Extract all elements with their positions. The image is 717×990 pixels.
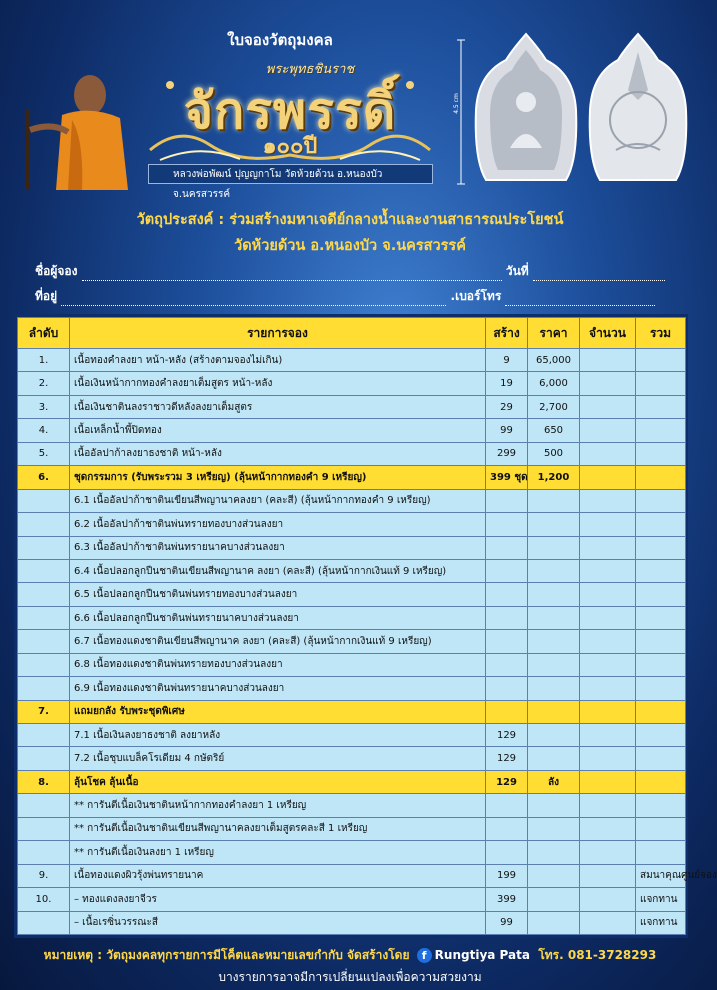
row-amount-input[interactable] (580, 513, 636, 536)
coin-back-image (586, 30, 690, 185)
row-no (18, 911, 70, 935)
row-price: 1,200 (528, 466, 580, 489)
date-field[interactable] (533, 268, 665, 281)
table-row (18, 911, 686, 935)
row-no (18, 747, 70, 770)
row-item: ** การันตีเนื้อเงินลงยา 1 เหรียญ (70, 841, 486, 864)
date-label: วันที่ (505, 264, 529, 278)
row-item: 6.5 เนื้อปลอกลูกปืนชาตินพ่นทรายทองบางส่วนลงยา (70, 583, 486, 606)
row-no: 5. (18, 442, 70, 465)
row-qty (486, 489, 528, 512)
table-row (18, 442, 686, 465)
row-total: สมนาคุณศูนย์จอง (636, 864, 686, 887)
row-amount-input[interactable] (580, 559, 636, 582)
row-amount-input[interactable] (580, 700, 636, 723)
row-qty (486, 606, 528, 629)
row-no: 1. (18, 349, 70, 372)
row-no (18, 489, 70, 512)
row-no (18, 817, 70, 840)
row-total (636, 630, 686, 653)
form-title: ใบจองวัตถุมงคล (227, 31, 333, 49)
row-qty: 99 (486, 419, 528, 442)
row-item: ลุ้นโชค ลุ้นเนื้อ (70, 770, 486, 793)
table-row (18, 536, 686, 559)
row-total (636, 700, 686, 723)
row-no (18, 677, 70, 700)
row-qty (486, 677, 528, 700)
table-row (18, 677, 686, 700)
row-qty: 129 (486, 724, 528, 747)
row-no (18, 559, 70, 582)
row-price: 650 (528, 419, 580, 442)
row-total (636, 653, 686, 676)
row-price (528, 583, 580, 606)
row-amount-input[interactable] (580, 794, 636, 817)
row-qty (486, 559, 528, 582)
table-row (18, 419, 686, 442)
row-total (636, 583, 686, 606)
row-price (528, 677, 580, 700)
row-total (636, 489, 686, 512)
row-amount-input[interactable] (580, 349, 636, 372)
row-price (528, 888, 580, 911)
table-row (18, 770, 686, 793)
row-no: 10. (18, 888, 70, 911)
row-price (528, 606, 580, 629)
name-row (35, 262, 665, 281)
col-header-total: รวม (636, 318, 686, 349)
row-total (636, 513, 686, 536)
row-item: แถมยกลัง รับพระชุดพิเศษ (70, 700, 486, 723)
table-row (18, 630, 686, 653)
row-item: เนื้อเหล็กน้ำพี้ปิดทอง (70, 419, 486, 442)
row-no (18, 724, 70, 747)
row-qty (486, 536, 528, 559)
row-price (528, 536, 580, 559)
row-item: 7.2 เนื้อชุบแบล็คโรเดียม 4 กษัตริย์ (70, 747, 486, 770)
table-row (18, 794, 686, 817)
table-row (18, 513, 686, 536)
row-price: 2,700 (528, 395, 580, 418)
row-price: 6,000 (528, 372, 580, 395)
row-price: 500 (528, 442, 580, 465)
row-qty (486, 653, 528, 676)
row-qty: 399 (486, 888, 528, 911)
row-total (636, 677, 686, 700)
table-row (18, 372, 686, 395)
row-amount-input[interactable] (580, 419, 636, 442)
address-label: ที่อยู่ (35, 289, 58, 303)
col-header-amount: จำนวน (580, 318, 636, 349)
row-amount-input[interactable] (580, 653, 636, 676)
row-item: เนื้อเงินหน้ากากทองคำลงยาเต็มสูตร หน้า-หลัง (70, 372, 486, 395)
row-qty (486, 794, 528, 817)
row-total (636, 536, 686, 559)
row-amount-input[interactable] (580, 630, 636, 653)
footer-disclaimer: บางรายการอาจมีการเปลี่ยนแปลงเพื่อความสวยงาม (218, 970, 482, 984)
row-item: 6.6 เนื้อปลอกลูกปืนชาตินพ่นทรายนาคบางส่วนลงยา (70, 606, 486, 629)
row-amount-input[interactable] (580, 583, 636, 606)
row-qty (486, 700, 528, 723)
table-row (18, 747, 686, 770)
logo-main-text: จักรพรรดิ์ (183, 81, 397, 140)
table-row (18, 817, 686, 840)
row-item: ** การันตีเนื้อเงินชาตินหน้ากากทองคำลงยา 1 เหรียญ (70, 794, 486, 817)
row-total (636, 349, 686, 372)
table-row (18, 606, 686, 629)
row-item: เนื้อทองคำลงยา หน้า-หลัง (สร้างตามจองไม่เกิน) (70, 349, 486, 372)
row-amount-input[interactable] (580, 747, 636, 770)
row-total (636, 442, 686, 465)
row-total (636, 724, 686, 747)
dimension-label: 4.5 cm (452, 93, 460, 114)
col-header-item: รายการจอง (70, 318, 486, 349)
table-row (18, 466, 686, 489)
row-total (636, 559, 686, 582)
table-row (18, 841, 686, 864)
row-qty: 199 (486, 864, 528, 887)
row-price (528, 559, 580, 582)
row-item: 6.7 เนื้อทองแดงชาตินเขียนสีพญานาค ลงยา (คละสี) (ลุ้นหน้ากากเงินแท้ 9 เหรียญ) (70, 630, 486, 653)
logo-subline: หลวงพ่อพัฒน์ ปุญญกาโม วัดห้วยด้วน อ.หนองบัว จ.นครสวรรค์ (148, 164, 433, 184)
row-amount-input[interactable] (580, 888, 636, 911)
footer-note (0, 946, 700, 965)
row-price (528, 794, 580, 817)
row-price (528, 700, 580, 723)
row-price: ลัง (528, 770, 580, 793)
row-qty (486, 513, 528, 536)
row-qty: 129 (486, 747, 528, 770)
row-qty: 29 (486, 395, 528, 418)
row-amount-input[interactable] (580, 536, 636, 559)
row-qty (486, 841, 528, 864)
address-row (35, 287, 655, 306)
name-label: ชื่อผู้จอง (35, 264, 78, 278)
address-field[interactable] (61, 293, 446, 306)
row-price: 65,000 (528, 349, 580, 372)
order-table (14, 314, 717, 938)
row-total (636, 770, 686, 793)
row-qty: 99 (486, 911, 528, 935)
row-qty: 129 (486, 770, 528, 793)
row-item: ** การันตีเนื้อเงินชาตินเขียนสีพญานาคลงยาเต็มสูตรคละสี 1 เหรียญ (70, 817, 486, 840)
row-no: 7. (18, 700, 70, 723)
row-amount-input[interactable] (580, 442, 636, 465)
row-item: 7.1 เนื้อเงินลงยาธงชาติ ลงยาหลัง (70, 724, 486, 747)
row-amount-input[interactable] (580, 395, 636, 418)
footer-phone: โทร. 081-3728293 (538, 948, 657, 962)
row-no (18, 513, 70, 536)
row-price (528, 630, 580, 653)
row-item: – ทองแดงลงยาจีวร (70, 888, 486, 911)
row-qty: 19 (486, 372, 528, 395)
row-no (18, 536, 70, 559)
row-price (528, 513, 580, 536)
row-amount-input[interactable] (580, 489, 636, 512)
row-qty (486, 817, 528, 840)
table-row (18, 559, 686, 582)
row-no (18, 583, 70, 606)
table-row (18, 583, 686, 606)
table-header-row (18, 318, 686, 349)
table-row (18, 489, 686, 512)
row-no: 6. (18, 466, 70, 489)
row-item: 6.9 เนื้อทองแดงชาตินพ่นทรายนาคบางส่วนลงยา (70, 677, 486, 700)
monk-photo (12, 60, 132, 190)
facebook-icon: f (417, 948, 432, 963)
col-header-no: ลำดับ (18, 318, 70, 349)
row-amount-input[interactable] (580, 677, 636, 700)
row-item: – เนื้อเรซิ่นวรรณะสี (70, 911, 486, 935)
footer-note-text: หมายเหตุ : วัตถุมงคลทุกรายการมีโค็ตและหมายเลขกำกับ จัดสร้างโดย (43, 948, 410, 962)
row-total: แจกทาน (636, 911, 686, 935)
row-amount-input[interactable] (580, 724, 636, 747)
row-amount-input[interactable] (580, 864, 636, 887)
phone-field[interactable] (505, 293, 655, 306)
row-total (636, 794, 686, 817)
row-amount-input[interactable] (580, 606, 636, 629)
row-amount-input[interactable] (580, 372, 636, 395)
table-row (18, 395, 686, 418)
row-qty (486, 630, 528, 653)
row-item: 6.8 เนื้อทองแดงชาตินพ่นทรายทองบางส่วนลงยา (70, 653, 486, 676)
row-total (636, 606, 686, 629)
temple-text: วัดห้วยด้วน อ.หนองบัว จ.นครสวรรค์ (234, 238, 466, 254)
coin-front-image (470, 30, 582, 185)
table-row (18, 864, 686, 887)
name-field[interactable] (82, 268, 502, 281)
row-total (636, 817, 686, 840)
logo-top-text: พระพุทธชินราช (265, 62, 355, 77)
row-no: 3. (18, 395, 70, 418)
col-header-price: ราคา (528, 318, 580, 349)
row-no (18, 630, 70, 653)
row-price (528, 864, 580, 887)
row-price (528, 489, 580, 512)
row-no (18, 606, 70, 629)
row-no (18, 841, 70, 864)
row-total (636, 841, 686, 864)
table-row (18, 653, 686, 676)
row-no: 9. (18, 864, 70, 887)
phone-label: .เบอร์โทร (450, 289, 502, 303)
row-amount-input[interactable] (580, 817, 636, 840)
row-amount-input[interactable] (580, 911, 636, 935)
row-qty: 399 ชุด (486, 466, 528, 489)
row-qty (486, 583, 528, 606)
row-price (528, 653, 580, 676)
row-amount-input[interactable] (580, 770, 636, 793)
row-no (18, 794, 70, 817)
row-item: 6.3 เนื้ออัลปาก้าชาตินพ่นทรายนาคบางส่วนลงยา (70, 536, 486, 559)
row-price (528, 747, 580, 770)
row-item: 6.2 เนื้ออัลปาก้าชาตินพ่นทรายทองบางส่วนลงยา (70, 513, 486, 536)
row-qty: 9 (486, 349, 528, 372)
row-total (636, 419, 686, 442)
row-item: ชุดกรรมการ (รับพระรวม 3 เหรียญ) (ลุ้นหน้ากากทองคำ 9 เหรียญ) (70, 466, 486, 489)
col-header-qty: สร้าง (486, 318, 528, 349)
row-amount-input[interactable] (580, 841, 636, 864)
row-no: 4. (18, 419, 70, 442)
objective-text: วัตถุประสงค์ : ร่วมสร้างมหาเจดีย์กลางน้ำและงานสาธารณประโยชน์ (136, 212, 564, 228)
row-no: 2. (18, 372, 70, 395)
row-item: เนื้อเงินชาตินลงราชาวดีหลังลงยาเต็มสูตร (70, 395, 486, 418)
row-amount-input[interactable] (580, 466, 636, 489)
row-no: 8. (18, 770, 70, 793)
row-total (636, 372, 686, 395)
row-total (636, 747, 686, 770)
row-price (528, 817, 580, 840)
row-item: เนื้อทองแดงผิวรุ้งพ่นทรายนาค (70, 864, 486, 887)
row-total (636, 395, 686, 418)
table-row (18, 349, 686, 372)
table-row (18, 700, 686, 723)
row-price (528, 841, 580, 864)
row-price (528, 911, 580, 935)
row-total (636, 466, 686, 489)
table-row (18, 888, 686, 911)
row-price (528, 724, 580, 747)
table-row (18, 724, 686, 747)
row-item: 6.1 เนื้ออัลปาก้าชาตินเขียนสีพญานาคลงยา (คละสี) (ลุ้นหน้ากากทองคำ 9 เหรียญ) (70, 489, 486, 512)
row-item: 6.4 เนื้อปลอกลูกปืนชาตินเขียนสีพญานาค ลงยา (คละสี) (ลุ้นหน้ากากเงินแท้ 9 เหรียญ) (70, 559, 486, 582)
row-total: แจกทาน (636, 888, 686, 911)
row-qty: 299 (486, 442, 528, 465)
row-no (18, 653, 70, 676)
logo-year-text: ๑๐๐ปี (262, 134, 318, 159)
row-item: เนื้ออัลปาก้าลงยาธงชาติ หน้า-หลัง (70, 442, 486, 465)
facebook-name[interactable]: Rungtiya Pata (434, 948, 530, 962)
